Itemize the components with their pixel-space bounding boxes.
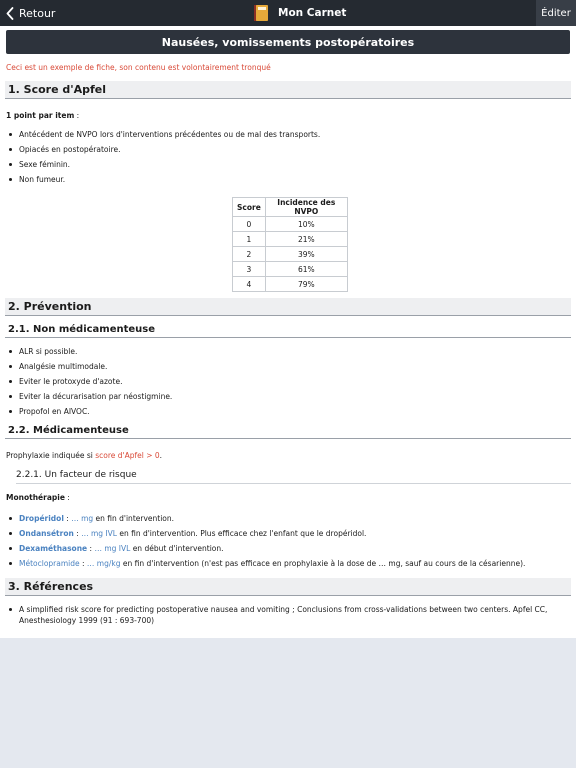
back-button[interactable]: [0, 0, 55, 26]
drug-sep: :: [73, 529, 82, 538]
navigation-bar: [0, 0, 576, 26]
table-row: [233, 277, 348, 292]
list-item: Non fumeur.: [9, 172, 320, 187]
score-cell: 3: [233, 262, 266, 277]
table-row: [233, 232, 348, 247]
score-cell: 1: [233, 232, 266, 247]
drug-sep: :: [63, 514, 72, 523]
dose-link[interactable]: … mg IVL: [94, 544, 131, 553]
incidence-cell: 39%: [265, 247, 347, 262]
monotherapy-label: [6, 493, 70, 502]
app-title: [252, 0, 346, 26]
section-heading-references: 3. Références: [5, 578, 571, 596]
dose-link[interactable]: … mg/kg: [86, 559, 121, 568]
list-item: Sexe féminin.: [9, 157, 320, 172]
dose-link[interactable]: … mg IVL: [81, 529, 117, 538]
drug-link[interactable]: Métoclopramide: [19, 559, 80, 568]
section-heading-apfel: 1. Score d'Apfel: [5, 81, 571, 99]
drug-rest: en fin d'intervention. Plus efficace chez l'enfant que le dropéridol.: [116, 529, 367, 538]
sheet-content: [0, 26, 576, 638]
section-heading-prevention: 2. Prévention: [5, 298, 571, 316]
score-cell: 2: [233, 247, 266, 262]
subsubsection-heading-risk-factor: 2.2.1. Un facteur de risque: [16, 468, 571, 484]
incidence-cell: 10%: [265, 217, 347, 232]
column-header-score: Score: [233, 198, 266, 217]
apfel-criteria-list: [9, 127, 320, 187]
truncation-warning: Ceci est un exemple de fiche, son contenu est volontairement tronqué: [6, 63, 271, 72]
drug-rest: en fin d'intervention.: [93, 514, 175, 523]
list-item: Propofol en AIVOC.: [9, 404, 172, 419]
prophylaxis-text: [6, 451, 162, 460]
drug-item-metoclopramide: [9, 556, 525, 571]
drug-rest: en fin d'intervention (n'est pas efficace en prophylaxie à la dose de … mg, sauf au cours de la césarienne).: [120, 559, 526, 568]
drug-link[interactable]: Ondansétron: [19, 529, 74, 538]
non-drug-list: [9, 344, 172, 419]
apfel-intro-bold: 1 point par item: [6, 111, 75, 120]
subsection-heading-non-drug: 2.1. Non médicamenteuse: [5, 321, 571, 338]
column-header-incidence: Incidence des NVPO: [265, 198, 347, 217]
monotherapy-bold: Monothérapie: [6, 493, 65, 502]
prophylaxis-end: .: [159, 451, 163, 460]
drug-link[interactable]: Dexaméthasone: [19, 544, 88, 553]
list-item: Antécédent de NVPO lors d'interventions précédentes ou de mal des transports.: [9, 127, 320, 142]
table-row: [233, 262, 348, 277]
apfel-intro-rest: :: [74, 111, 80, 120]
list-item: Opiacés en postopératoire.: [9, 142, 320, 157]
list-item: Eviter la décurarisation par néostigmine.: [9, 389, 172, 404]
reference-item: A simplified risk score for predicting postoperative nausea and vomiting ; Conclusions from cross-validations between two centers. Apfel CC, Anesthesiology 1999 (91 : 693-700): [9, 604, 549, 626]
drug-sep: :: [87, 544, 95, 553]
drug-link[interactable]: Dropéridol: [19, 514, 64, 523]
list-item: Analgésie multimodale.: [9, 359, 172, 374]
app-title-label: Mon Carnet: [278, 7, 347, 19]
subsection-heading-drug: 2.2. Médicamenteuse: [5, 422, 571, 439]
drug-rest: en début d'intervention.: [130, 544, 224, 553]
incidence-cell: 61%: [265, 262, 347, 277]
monotherapy-rest: :: [64, 493, 70, 502]
drug-item-dexamethasone: [9, 541, 525, 556]
incidence-cell: 79%: [265, 277, 347, 292]
drug-sep: :: [79, 559, 87, 568]
score-cell: 0: [233, 217, 266, 232]
apfel-score-link[interactable]: score d'Apfel > 0: [95, 451, 160, 460]
list-item: ALR si possible.: [9, 344, 172, 359]
dose-link[interactable]: … mg: [71, 514, 94, 523]
edit-button[interactable]: Éditer: [536, 0, 576, 26]
score-cell: 4: [233, 277, 266, 292]
prophylaxis-label: Prophylaxie indiquée si: [6, 451, 96, 460]
apfel-score-table: [232, 197, 348, 292]
incidence-cell: 21%: [265, 232, 347, 247]
notebook-icon: [252, 4, 270, 22]
table-row: [233, 217, 348, 232]
chevron-left-icon: [6, 7, 14, 20]
back-label: Retour: [19, 6, 56, 20]
list-item: Eviter le protoxyde d'azote.: [9, 374, 172, 389]
table-row: [233, 247, 348, 262]
drug-list: [9, 511, 525, 571]
apfel-intro: [6, 111, 79, 120]
drug-item-droperidol: [9, 511, 525, 526]
sheet-title: Nausées, vomissements postopératoires: [6, 30, 570, 54]
drug-item-ondansetron: [9, 526, 525, 541]
table-header-row: [233, 198, 348, 217]
